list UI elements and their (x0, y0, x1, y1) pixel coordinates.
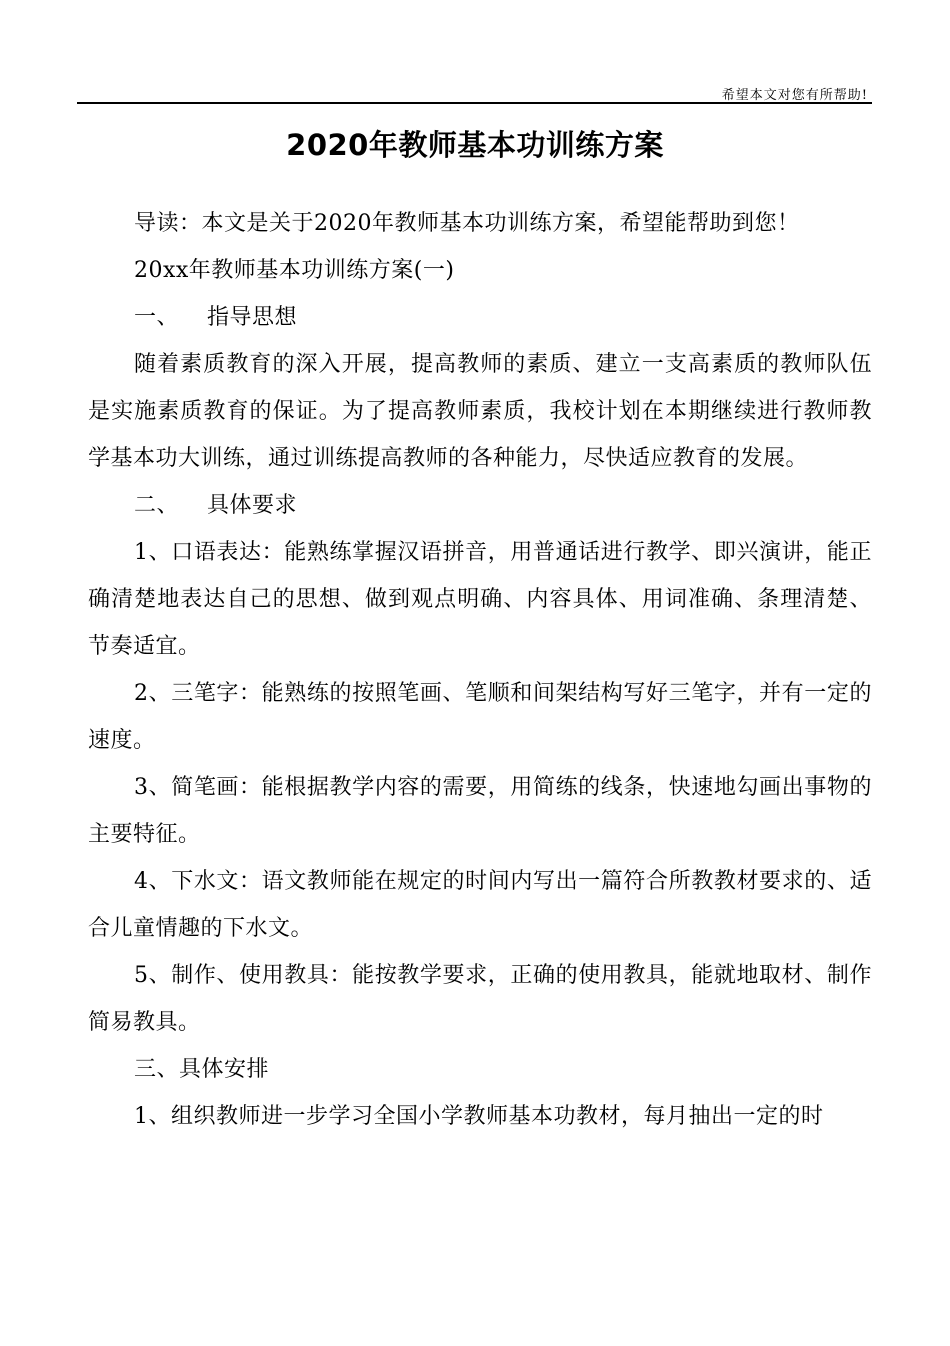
document-body (88, 200, 872, 1140)
section-heading-1 (88, 294, 872, 341)
list-item-teaching-aids: 5、制作、使用教具：能按教学要求，正确的使用教具，能就地取材、制作简易教具。 (88, 963, 872, 1035)
section-heading-3: 三、具体安排 (134, 1057, 270, 1082)
header-note: 希望本文对您有所帮助! (721, 88, 868, 103)
list-item-model-essay: 4、下水文：语文教师能在规定的时间内写出一篇符合所教教材要求的、适合儿童情趣的下水文。 (88, 869, 872, 941)
plan-subtitle: 20xx年教师基本功训练方案(一) (134, 258, 455, 283)
document-title: 2020年教师基本功训练方案 (286, 128, 664, 162)
section-title: 指导思想 (207, 305, 298, 330)
body-paragraph: 随着素质教育的深入开展，提高教师的素质、建立一支高素质的教师队伍是实施素质教育的保证。为了提高教师素质，我校计划在本期继续进行教师教学基本功大训练，通过训练提高教师的各种能力，尽快适应教育的发展。 (88, 352, 872, 471)
section-title: 具体要求 (207, 493, 298, 518)
section-number: 二、 (134, 493, 180, 518)
list-item-calligraphy: 2、三笔字：能熟练的按照笔画、笔顺和间架结构写好三笔字，并有一定的速度。 (88, 681, 872, 753)
header-divider (77, 102, 872, 104)
list-item-oral-expression: 1、口语表达：能熟练掌握汉语拼音，用普通话进行教学、即兴演讲，能正确清楚地表达自己的思想、做到观点明确、内容具体、用词准确、条理清楚、节奏适宜。 (88, 540, 872, 659)
body-paragraph: 1、组织教师进一步学习全国小学教师基本功教材，每月抽出一定的时 (134, 1104, 824, 1129)
section-number: 一、 (134, 305, 180, 330)
intro-paragraph: 导读：本文是关于2020年教师基本功训练方案，希望能帮助到您！ (134, 211, 800, 236)
section-heading-2 (88, 482, 872, 529)
list-item-sketching: 3、简笔画：能根据教学内容的需要，用简练的线条，快速地勾画出事物的主要特征。 (88, 775, 872, 847)
